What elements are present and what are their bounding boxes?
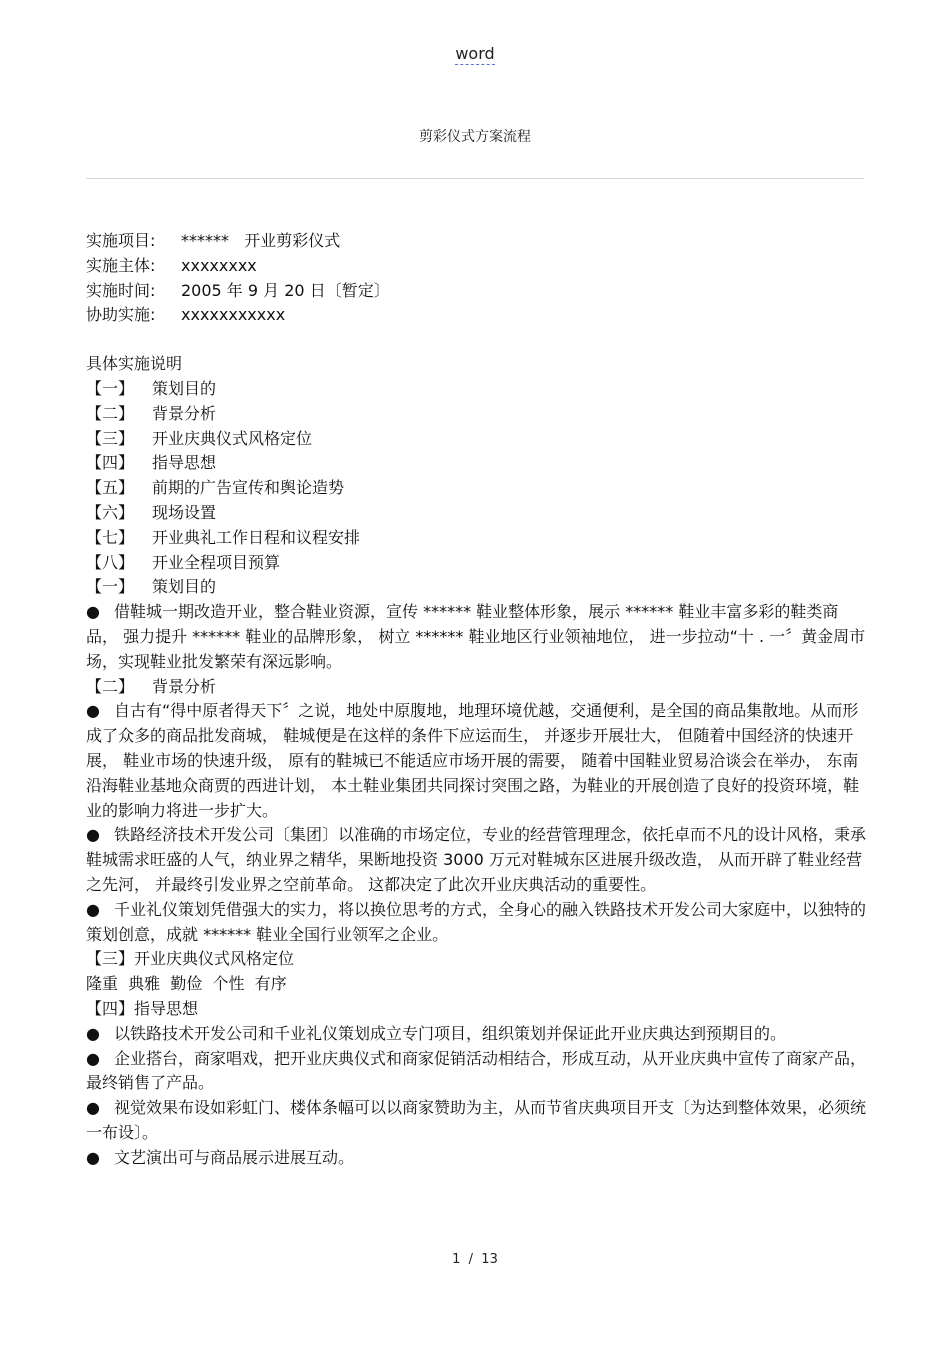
- bullet-paragraph: [86, 1096, 866, 1146]
- toc-item-number: 【二】: [86, 403, 135, 423]
- meta-row: [86, 229, 866, 254]
- paragraph-text: 视觉效果布设如彩虹门、楼体条幅可以以商家赞助为主，从而节省庆典项目开支〔为达到整体效果，必须统一布设〕。: [86, 1098, 867, 1142]
- meta-row: [86, 279, 866, 304]
- toc-heading: 具体实施说明: [86, 354, 183, 374]
- toc-item-number: 【六】: [86, 502, 135, 522]
- meta-label: 实施时间:: [86, 280, 156, 300]
- page-number: 1 / 13: [452, 1252, 498, 1267]
- paragraph-text: 自古有“得中原者得天下〞之说，地处中原腹地，地理环境优越，交通便利，是全国的商品集散地。从而形成了众多的商品批发商城， 鞋城便是在这样的条件下应运而生， 并逐步开展壮大， 但随着中国经济的快速开展， 鞋业市场的快速升级， 原有的鞋城已不能适应市场开展的需要， 随着中国鞋业贸易洽谈会在举办， 东南沿海鞋业基地众商贾的西进计划， 本土鞋业集团共同探讨突围之路，为鞋业的开展创造了良好的投资环境，鞋业的影响力将进一步扩大。: [86, 701, 860, 820]
- toc-item: [86, 427, 866, 452]
- meta-row: [86, 303, 866, 328]
- toc-item-label: 开业典礼工作日程和议程安排: [152, 527, 361, 547]
- toc-item-number: 【五】: [86, 478, 135, 498]
- section-number: 【二】: [86, 676, 135, 696]
- spacer: [86, 328, 866, 352]
- toc-item: [86, 501, 866, 526]
- bullet-icon: ●: [86, 899, 100, 919]
- toc-item: [86, 526, 866, 551]
- section-heading-background: [86, 675, 866, 700]
- bullet-paragraph: [86, 699, 866, 823]
- meta-label: 实施项目:: [86, 231, 156, 250]
- paragraph-text: 企业搭台，商家唱戏，把开业庆典仪式和商家促销活动相结合，形成互动，从开业庆典中宣传了商家产品，最终销售了产品。: [86, 1048, 867, 1093]
- top-word-text: word: [455, 44, 495, 63]
- toc-item-number: 【三】: [86, 428, 135, 448]
- paragraph-text: 借鞋城一期改造开业，整合鞋业资源，宣传 ****** 鞋业整体形象，展示 ****** 鞋业丰富多彩的鞋类商品， 强力提升 ****** 鞋业的品牌形象， 树立 ****** 鞋业地区行业领袖地位， 进一步拉动“十 . 一〞黄金周市场，实现鞋业批发繁荣有深远影响。: [86, 602, 866, 671]
- toc-item-number: 【七】: [86, 527, 135, 547]
- toc-item-label: 现场设置: [152, 502, 217, 522]
- section-title: 背景分析: [152, 676, 217, 696]
- meta-value: 2005 年 9 月 20 日〔暂定〕: [181, 280, 390, 300]
- paragraph-text: 铁路经济技术开发公司〔集团〕以准确的市场定位，专业的经营管理理念，依托卓而不凡的设计风格，秉承鞋城需求旺盛的人气，纳业界之精华，果断地投资 3000 万元对鞋城东区进展升级改造， 从而开辟了鞋业经营之先河， 并最终引发业界之空前革命。 这都决定了此次开业庆典活动的重要性。: [86, 825, 867, 894]
- toc-item: [86, 402, 866, 427]
- bullet-paragraph: [86, 1146, 866, 1171]
- toc-item-label: 指导思想: [152, 453, 217, 473]
- header-divider: [86, 178, 864, 179]
- section-heading-purpose: [86, 575, 866, 600]
- bullet-icon: ●: [86, 602, 100, 622]
- bullet-paragraph: [86, 898, 866, 948]
- bullet-icon: ●: [86, 1147, 100, 1167]
- bullet-paragraph: [86, 1022, 866, 1047]
- toc-item: [86, 377, 866, 402]
- bullet-icon: ●: [86, 701, 100, 721]
- meta-row: [86, 254, 866, 279]
- bullet-paragraph: [86, 1047, 866, 1097]
- bullet-paragraph: [86, 823, 866, 897]
- bullet-icon: ●: [86, 825, 100, 845]
- toc-item-label: 前期的广告宣传和舆论造势: [152, 478, 345, 498]
- paragraph-text: 千业礼仪策划凭借强大的实力，将以换位思考的方式，全身心的融入铁路技术开发公司大家庭中，以独特的策划创意，成就 ****** 鞋业全国行业领军之企业。: [86, 899, 867, 944]
- toc-item-label: 策划目的: [152, 378, 217, 398]
- bullet-paragraph: [86, 600, 866, 674]
- meta-label: 实施主体:: [86, 255, 156, 275]
- toc-item: [86, 476, 866, 501]
- toc-item-label: 开业庆典仪式风格定位: [152, 428, 313, 448]
- toc-item-number: 【一】: [86, 378, 135, 398]
- toc-item-label: 背景分析: [152, 403, 217, 423]
- top-word-header: [0, 44, 950, 63]
- bullet-icon: ●: [86, 1048, 100, 1068]
- document-title: 剪彩仪式方案流程: [419, 129, 531, 145]
- meta-value: xxxxxxxx: [181, 255, 257, 275]
- bullet-icon: ●: [86, 1023, 100, 1043]
- style-keywords: 隆重 典雅 勤俭 个性 有序: [86, 974, 287, 994]
- bullet-icon: ●: [86, 1098, 100, 1118]
- meta-value: xxxxxxxxxxx: [181, 305, 286, 325]
- meta-value: ****** 开业剪彩仪式: [181, 231, 341, 250]
- toc-item: [86, 551, 866, 576]
- section-number: 【一】: [86, 577, 135, 597]
- toc-item: [86, 451, 866, 476]
- toc-item-number: 【八】: [86, 552, 135, 572]
- toc-item-number: 【四】: [86, 453, 135, 473]
- section-heading-guidance: 【四】指导思想: [86, 998, 199, 1018]
- paragraph-text: 文艺演出可与商品展示进展互动。: [114, 1147, 355, 1167]
- section-heading-style: 【三】开业庆典仪式风格定位: [86, 949, 295, 969]
- meta-label: 协助实施:: [86, 305, 156, 325]
- toc-item-label: 开业全程项目预算: [152, 552, 281, 572]
- document-body: [86, 229, 866, 1170]
- paragraph-text: 以铁路技术开发公司和千业礼仪策划成立专门项目，组织策划并保证此开业庆典达到预期目的。: [114, 1023, 787, 1043]
- section-title: 策划目的: [152, 577, 217, 597]
